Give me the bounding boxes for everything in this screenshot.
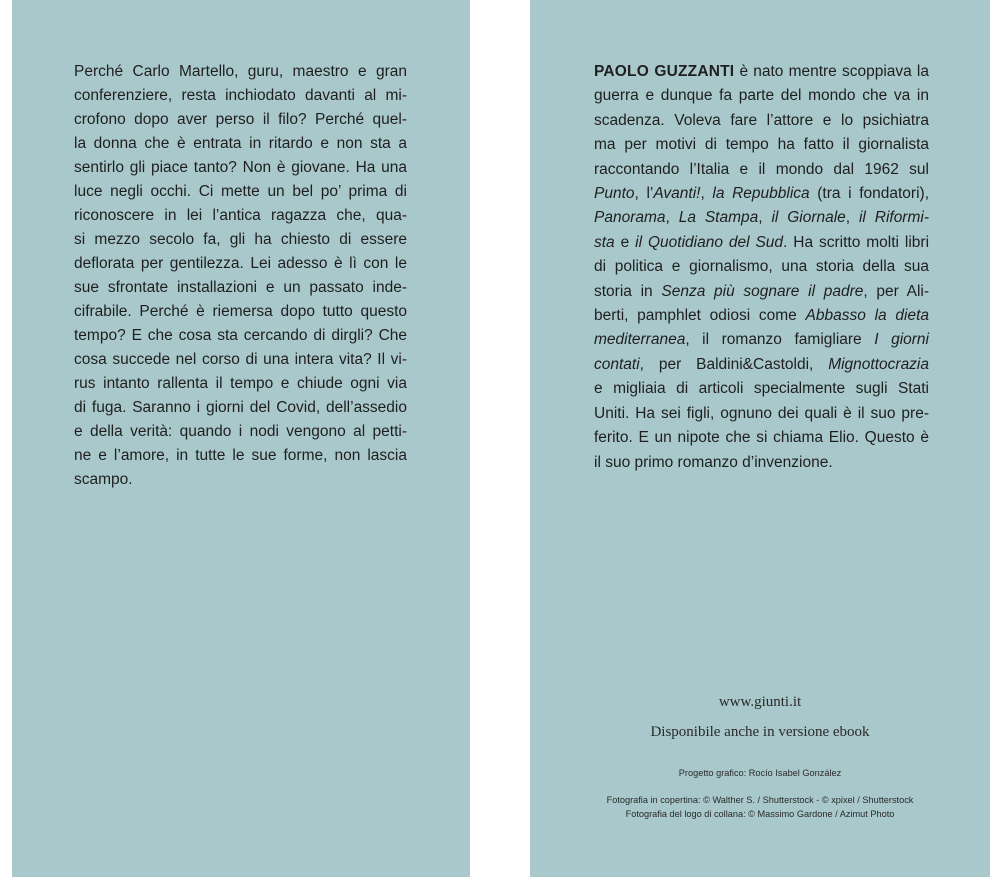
italic-title: Senza più sognare il padre bbox=[661, 282, 864, 300]
text-line bbox=[594, 353, 929, 377]
text-line bbox=[74, 300, 407, 324]
text-segment: e migliaia di articoli specialmente sugli Stati bbox=[594, 380, 929, 398]
italic-title: il Riformi- bbox=[858, 209, 929, 227]
publisher-website: www.giunti.it bbox=[718, 694, 802, 710]
text-line bbox=[594, 60, 929, 84]
text-segment: , bbox=[700, 185, 713, 203]
text-segment: rus intanto rallenta il tempo e chiude ogni via bbox=[74, 375, 407, 392]
text-line bbox=[74, 348, 407, 372]
text-segment: ferito. E un nipote che si chiama Elio. Questo è bbox=[594, 429, 929, 447]
text-segment: , il romanzo famigliare bbox=[685, 331, 875, 349]
text-segment: luce negli occhi. Ci mette un bel po’ prima di bbox=[74, 183, 407, 200]
text-line bbox=[74, 132, 407, 156]
italic-title: Mignottocrazia bbox=[828, 355, 929, 373]
text-segment: , bbox=[845, 209, 859, 227]
text-segment: il suo primo romanzo d’invenzione. bbox=[594, 453, 833, 471]
text-segment: di fuga. Saranno i giorni del Covid, dell’assedio bbox=[74, 399, 407, 416]
author-name: PAOLO GUZZANTI bbox=[594, 63, 735, 80]
text-segment: , bbox=[665, 209, 679, 227]
italic-title: il Giornale bbox=[771, 209, 846, 227]
text-line bbox=[74, 372, 407, 396]
text-segment: , per Baldini&Castoldi, bbox=[639, 355, 829, 373]
text-segment: deflorata per gentilezza. Lei adesso è lì con le bbox=[74, 255, 407, 272]
text-line bbox=[594, 206, 929, 230]
italic-title: il Quotidiano del Sud bbox=[635, 233, 784, 251]
cover-photo-credit: Fotografia in copertina: © Walther S. / Shutterstock - © xpixel / Shutterstock bbox=[606, 795, 914, 805]
text-segment: riconoscere in lei l’antica ragazza che, qua- bbox=[74, 207, 407, 224]
text-line bbox=[74, 204, 407, 228]
text-segment: ma per motivi di tempo ha fatto il giornalista bbox=[594, 136, 929, 154]
italic-title: Punto bbox=[594, 185, 635, 203]
text-line bbox=[594, 402, 929, 426]
text-line bbox=[594, 255, 929, 279]
italic-title: La Stampa bbox=[678, 209, 759, 227]
text-line bbox=[74, 84, 407, 108]
italic-title: Avanti! bbox=[653, 185, 701, 203]
text-line bbox=[74, 444, 407, 468]
text-segment: scampo. bbox=[74, 471, 133, 488]
text-segment: (tra i fondatori), bbox=[809, 185, 929, 203]
text-segment: scadenza. Voleva fare l’attore e lo psichiatra bbox=[594, 111, 929, 129]
text-line bbox=[74, 252, 407, 276]
italic-title: I giorni bbox=[874, 331, 930, 349]
text-segment: , per Ali- bbox=[863, 282, 929, 300]
text-segment: raccontando l’Italia e il mondo dal 1962 sul bbox=[594, 160, 929, 178]
text-segment: guerra e dunque fa parte del mondo che va in bbox=[594, 87, 929, 105]
text-line bbox=[594, 84, 929, 108]
text-segment: , l’ bbox=[634, 185, 654, 203]
text-segment: e bbox=[614, 233, 636, 251]
text-line bbox=[594, 158, 929, 182]
text-line bbox=[74, 420, 407, 444]
italic-title: la Repubblica bbox=[712, 185, 810, 203]
text-line bbox=[594, 328, 929, 352]
text-segment: la donna che è entrata in ritardo e non sta a bbox=[74, 135, 407, 152]
text-line bbox=[594, 426, 929, 450]
text-segment: cifrabile. Perché è riemersa dopo tutto questo bbox=[74, 303, 407, 320]
text-segment: si mezzo secolo fa, gli ha chiesto di essere bbox=[74, 231, 407, 248]
text-segment: sue sfrontate installazioni e un passato inde- bbox=[74, 279, 407, 296]
text-segment: Perché Carlo Martello, guru, maestro e gran bbox=[74, 63, 407, 80]
text-line bbox=[74, 108, 407, 132]
text-line bbox=[594, 280, 929, 304]
author-bio bbox=[594, 60, 929, 475]
text-segment: . Ha scritto molti libri bbox=[783, 233, 930, 251]
right-flap bbox=[530, 0, 990, 877]
text-segment: cosa succede nel corso di una intera vita? Il vi- bbox=[74, 351, 407, 368]
ebook-note: Disponibile anche in versione ebook bbox=[650, 724, 870, 740]
text-line bbox=[594, 109, 929, 133]
text-segment: crofono dopo aver perso il filo? Perché quel- bbox=[74, 111, 407, 128]
italic-title: sta bbox=[594, 233, 615, 251]
text-segment: ne e l’amore, in tutte le sue forme, non lascia bbox=[74, 447, 407, 464]
text-line bbox=[74, 60, 407, 84]
text-line bbox=[74, 180, 407, 204]
text-line bbox=[74, 156, 407, 180]
italic-title: contati bbox=[594, 355, 640, 373]
synopsis-text bbox=[74, 60, 407, 492]
text-segment: e della verità: quando i nodi vengono al petti- bbox=[74, 423, 407, 440]
text-line bbox=[594, 377, 929, 401]
text-segment: Uniti. Ha sei figli, ognuno dei quali è il suo pre- bbox=[594, 404, 929, 422]
text-segment: conferenziere, resta inchiodato davanti al mi- bbox=[74, 87, 407, 104]
text-segment: storia in bbox=[594, 282, 662, 300]
text-line bbox=[74, 468, 407, 492]
text-segment: berti, pamphlet odiosi come bbox=[594, 307, 806, 325]
text-segment: è nato mentre scoppiava la bbox=[734, 63, 929, 80]
italic-title: Panorama bbox=[594, 209, 666, 227]
text-line bbox=[74, 324, 407, 348]
italic-title: mediterranea bbox=[594, 331, 686, 349]
text-line bbox=[74, 396, 407, 420]
text-line bbox=[594, 451, 929, 475]
text-line bbox=[594, 133, 929, 157]
text-segment: tempo? E che cosa sta cercando di dirgli? Che bbox=[74, 327, 407, 344]
text-segment: , bbox=[758, 209, 772, 227]
design-credit: Progetto grafico: Rocío Isabel González bbox=[678, 768, 842, 778]
left-flap bbox=[12, 0, 470, 877]
logo-photo-credit: Fotografia del logo di collana: © Massimo Gardone / Azimut Photo bbox=[625, 809, 895, 819]
text-line bbox=[74, 276, 407, 300]
text-line bbox=[594, 231, 929, 255]
italic-title: Abbasso la dieta bbox=[805, 307, 929, 325]
text-segment: di politica e giornalismo, una storia della sua bbox=[594, 258, 929, 276]
text-line bbox=[594, 182, 929, 206]
text-line bbox=[74, 228, 407, 252]
text-line bbox=[594, 304, 929, 328]
text-segment: sentirlo gli piace tanto? Non è giovane. Ha una bbox=[74, 159, 407, 176]
